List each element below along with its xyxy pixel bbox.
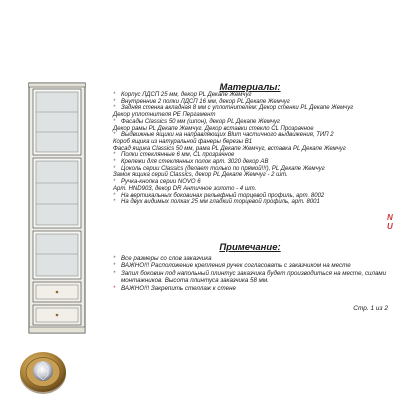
list-item: * ВАЖНО!!! Расположение крепления ручек согласовать с заказчиком на месте — [113, 262, 351, 270]
knob-image — [18, 347, 68, 397]
list-item: * Выдвижные ящики на направляющих Blum частичного выдвижения, ТИП 2 — [113, 132, 334, 139]
materials-heading: Материалы: — [219, 82, 281, 93]
list-item: * Крепежи для стеклянных полок арт. 3020 декор AB — [113, 159, 269, 166]
notes-heading: Примечание: — [219, 242, 281, 253]
list-item: * ВАЖНО!!! Закрепить стеллаж к стене — [113, 284, 236, 292]
list-item: * На вертикальных боковинах рельефный торцевой профиль, арт. 8002 — [113, 192, 325, 199]
list-item: Короб ящика из натуральной фанеры березы В1 — [113, 138, 253, 145]
list-item: * Внутренние 2 полки ЛДСП 16 мм, декор PL Декапе Жемчуг — [113, 98, 290, 105]
nu-mark-n: N — [387, 213, 393, 222]
materials-list — [113, 92, 398, 206]
list-item: * Цоколь серии Classics (делает только по прямой!!!), PL Декапе Жемчуг — [113, 165, 325, 172]
list-item: * Ручка-кнопка серии NOVO 6 — [113, 179, 201, 186]
list-item: Фасад ящика Classics 50 мм, рама PL Декапе Жемчуг, вставка PL Декапе Жемчуг — [113, 145, 346, 152]
list-item: Замок ящика серий Classics, декор PL Декапе Жемчуг - 2 шт. — [113, 172, 288, 179]
notes-list — [113, 255, 398, 292]
nu-mark-u: U — [387, 222, 393, 231]
list-item: * Все размеры со слов заказчика — [113, 255, 212, 262]
cabinet-drawing — [28, 82, 86, 334]
list-item: * Фасады Classics 50 мм (шпон), декор PL Декапе Жемчуг — [113, 118, 280, 125]
list-item: Арт. HND903, декор DR Античное золото - 4 шт. — [113, 185, 257, 192]
list-item: Декор уплотнителя PE Пергамент — [113, 112, 216, 119]
list-item: * Запил боковин под напольный плинтус заказчика будет производиться на месте, силами монтажников. Высота плинтуса заказчика 58 мм. — [113, 269, 387, 285]
list-item: * Корпус ЛДСП 25 мм, декор PL Декапе Жемчуг — [113, 92, 252, 98]
nu-mark — [387, 213, 393, 231]
list-item: * На двух видимых полках 25 мм гладкий торцевой профиль, арт. 8001 — [113, 199, 320, 206]
list-item: * Задняя стенка вкладная 8 мм с уплотнителем: Декор стенки PL Декапе Жемчуг — [113, 105, 354, 112]
list-item: Декор рамы PL Декапе Жемчуг. Декор вставки стекло CL Прозрачное — [113, 125, 314, 132]
page-number: Стр. 1 из 2 — [353, 305, 388, 312]
list-item: * Полки стеклянные 6 мм, CL прозрачное — [113, 152, 235, 159]
